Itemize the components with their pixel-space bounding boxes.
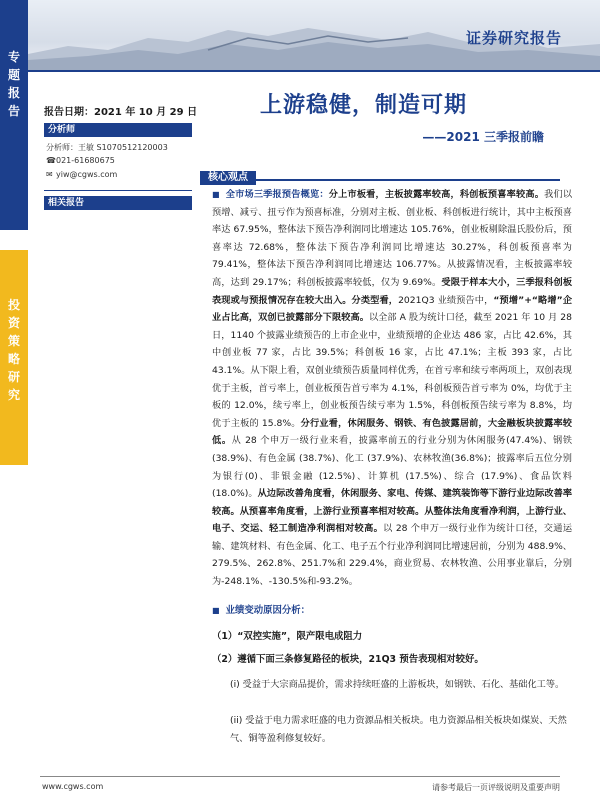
sidebar-bottom-block — [0, 465, 28, 800]
sidebar-gap — [0, 230, 28, 250]
analyst-phone — [46, 156, 115, 165]
sidebar-char: 策 — [7, 334, 20, 348]
sidebar-report-type-label — [0, 48, 28, 120]
page-title: 上游稳健，制造可期 — [260, 92, 468, 118]
reason-item-1: （1）“双控实施”，限产限电成阻力 — [212, 631, 363, 642]
email-text[interactable]: yiw@cgws.com — [56, 170, 118, 179]
sidebar-char: 告 — [7, 104, 20, 118]
footer-disclaimer: 请参考最后一页评级说明及重要声明 — [432, 783, 560, 792]
bold-text: 分行业看，休闲服务、钢铁、有色披露居前，大金融板块披露率较低。 — [212, 417, 572, 447]
analyst-name: 分析师：王敏 S1070512120003 — [46, 143, 168, 152]
section-heading-reasons — [212, 602, 310, 616]
footer-rule — [40, 776, 560, 777]
sidebar-char: 题 — [7, 68, 20, 82]
overview-lead: 全市场三季报预告概览： — [225, 189, 329, 200]
body-text: 2021Q3 业绩预告中， — [398, 294, 494, 306]
reason-sub-1: (i) 受益于大宗商品提价，需求持续旺盛的上游板块，如钢铁、石化、基础化工等。 — [230, 679, 565, 690]
analyst-tag: 分析师 — [44, 123, 192, 137]
mail-icon: ✉ — [46, 170, 53, 179]
overview-paragraph — [212, 186, 572, 591]
sidebar-char: 研 — [7, 370, 20, 384]
sidebar-char: 专 — [7, 50, 20, 64]
bold-text: 分上市板看，主板披露率较高，科创板预喜率较高。 — [328, 189, 545, 200]
left-divider — [44, 190, 192, 191]
header-banner — [28, 0, 600, 70]
core-view-header — [200, 165, 560, 181]
reason-item-2 — [212, 651, 484, 665]
reason-sub-2: (ii) 受益于电力需求旺盛的电力资源品相关板块。电力资源品相关板块如煤炭、天然气、铜等盈利修复较好。 — [230, 715, 567, 744]
square-bullet-icon: ■ — [212, 190, 220, 199]
sidebar-char: 资 — [7, 316, 20, 330]
core-view-label: 核心观点 — [200, 171, 256, 185]
related-reports-tag: 相关报告 — [44, 196, 192, 210]
footer-website[interactable]: www.cgws.com — [42, 782, 104, 791]
bold-text: 受限于样本大小，三季报科创板表现或与预报情况存在较大出入。分类型看， — [212, 276, 573, 306]
sidebar-research-type-label — [0, 296, 28, 404]
header-rule — [28, 70, 600, 72]
sidebar-char: 报 — [7, 86, 20, 100]
core-view-body — [212, 186, 572, 591]
phone-text: 021-61680675 — [56, 156, 115, 165]
bold-text: “预增”+“略增”企业占比高，双创已披露部分下限较高。 — [212, 294, 573, 324]
phone-icon: ☎ — [46, 156, 56, 165]
bold-text: （2）遵循下面三条修复路径的板块， — [212, 654, 369, 665]
body-text: 从 28 个申万一级行业来看，披露率前五的行业分别为休闲服务(47.4%)、钢铁 (38.9%)、有色金属 (38.7%)、化工 (37.9%)、农林牧渔(36.8%)；披露率后五位分别为银行(0)、非银金融 (12.5%)、计算机 (17.5%)、综合 (17.9%)、食品饮料 (18.0%)。 — [212, 435, 573, 500]
banner-title: 证券研究报告 — [465, 29, 562, 47]
body-text: 以 28 个申万一级行业作为统计口径，交通运输、建筑材料、有色金属、化工、电子五个行业净利润同比增速居前，分别为 488.9%、279.5%、262.8%、251.7%和 229.4%，商业贸易、农林牧渔、公用事业靠后，分别为-248.1%、-130.5%和-93.2%。 — [212, 523, 573, 588]
page-subtitle: ——2021 三季报前瞻 — [422, 130, 544, 144]
sidebar-char: 略 — [7, 352, 20, 366]
section-heading-text: 业绩变动原因分析： — [225, 605, 310, 616]
bold-text: 从边际改善角度看，休闲服务、家电、传媒、建筑装饰等下游行业边际改善率较高。从预喜率角度看，上游行业预喜率相对较高。从整体法角度看净利润，上游行业、电子、交运、轻工制造净利润相对较高。 — [212, 488, 573, 535]
body-text: 我们以预增、减亏、扭亏作为预喜标准，分别对主板、创业板、科创板进行统计，其中主板预喜率达 67.95%，整体法下预告净利润同比增速达 105.76%，创业板剔除温氏股份后，预喜率达 72.68%，整体法下预告净利润同比增速达 30.27%，科创板预喜率为 79.41%，整体法下预告净利润同比增速达 106.77%。从披露情况看，主板披露率较高，达到 29.17%；科创板披露率较低，仅为 9.69%。 — [212, 189, 573, 288]
square-bullet-icon: ■ — [212, 606, 220, 615]
body-text: 以全部 A 股为统计口径，截至 2021 年 10 月 28 日，1140 个披露业绩预告的上市企业中，业绩预增的企业达 486 家，占比 42.6%，其中创业板 77 家，占比 39.5%；科创板 16 家，占比 47.1%；主板 393 家，占比 43.1%。从下限上看，双创业绩预告质量同样优秀，在首亏率和续亏率两项上，双创表现优于主板，首亏率上，创业板预告首亏率为 4.1%，科创板预告首亏率为 0%，均优于主板的 12.0%，续亏率上，创业板预告续亏率为 1.5%，科创板预告续亏率为 8.8%，均优于主板的 15.8%。 — [212, 312, 573, 429]
bold-text: 21Q3 预告表现相对较好。 — [368, 654, 484, 665]
analyst-email[interactable] — [46, 170, 117, 179]
report-date: 报告日期：2021 年 10 月 29 日 — [44, 107, 198, 118]
sidebar-char: 究 — [7, 388, 20, 402]
sidebar-char: 投 — [7, 298, 20, 312]
